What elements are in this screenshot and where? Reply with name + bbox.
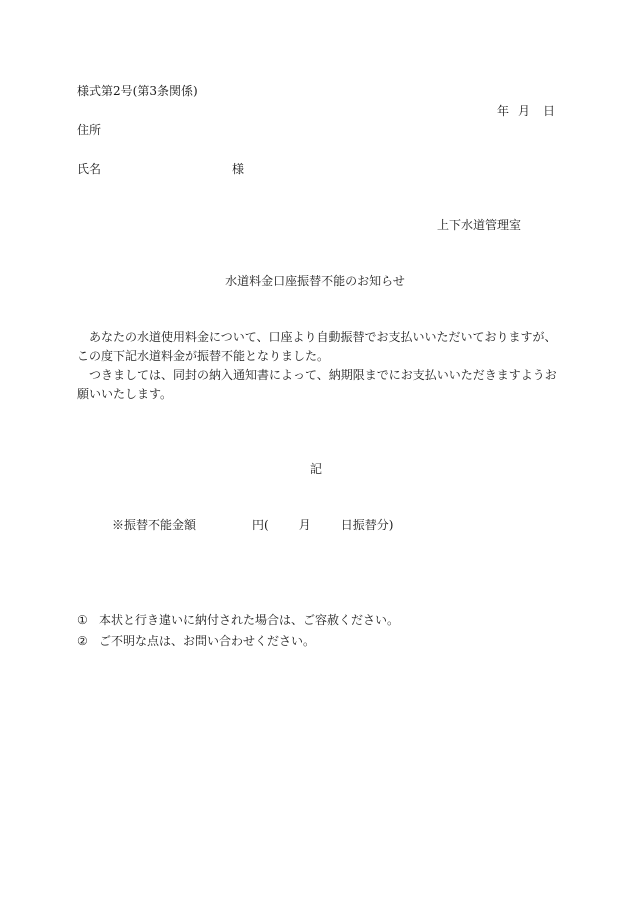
note-item: [77, 634, 315, 648]
yen-unit: 円: [252, 518, 265, 532]
date-line: [497, 104, 555, 118]
body-paragraph-text: つきましては、同封の納入通知書によって、納期限までにお支払いいただきますようお願いいたします。: [77, 368, 557, 402]
note-text: 本状と行き違いに納付された場合は、ご容赦ください。: [99, 613, 400, 627]
note-text: ご不明な点は、お問い合わせください。: [99, 634, 316, 648]
date-year: 年: [497, 104, 510, 118]
note-item: [77, 613, 399, 627]
amount-row: [112, 518, 393, 532]
body-paragraph-text: あなたの水道使用料金について、口座より自動振替でお支払いいただいておりますが、この度下記水道料金が振替不能となりました。: [77, 330, 557, 364]
address-label: 住所: [77, 123, 102, 137]
name-label: 氏名: [77, 162, 102, 176]
note-number: ①: [77, 613, 88, 627]
month-unit: 月: [298, 518, 311, 532]
document-title: 水道料金口座振替不能のお知らせ: [225, 274, 405, 288]
amount-label: ※振替不能金額: [112, 518, 197, 532]
date-month: 月: [518, 104, 531, 118]
body-paragraph: [77, 366, 567, 405]
sender-name: 上下水道管理室: [437, 218, 522, 232]
ki-marker: 記: [310, 462, 323, 476]
honorific: 様: [232, 162, 245, 176]
paren-open: (: [264, 518, 269, 532]
note-number: ②: [77, 634, 88, 648]
form-number: 様式第2号(第3条関係): [77, 84, 198, 98]
body-paragraph: [77, 328, 567, 367]
day-suffix: 日振替分): [340, 518, 394, 532]
date-day: 日: [543, 104, 556, 118]
